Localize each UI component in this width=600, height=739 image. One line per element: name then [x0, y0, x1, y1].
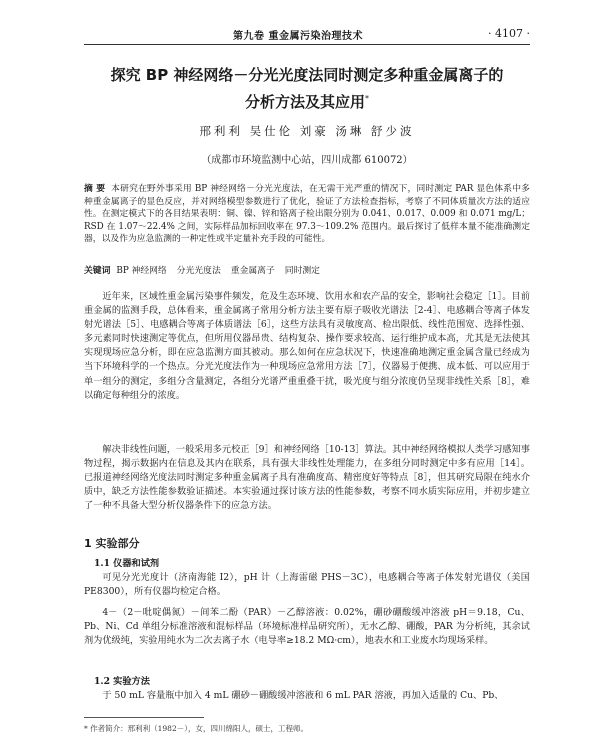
affiliation: （成都市环境监测中心站，四川成都 610072）	[201, 155, 413, 166]
abstract-label: 摘 要	[84, 184, 106, 194]
keywords-label: 关键词	[84, 266, 111, 276]
header-rule	[84, 44, 530, 45]
abstract-text: 本研究在野外事采用 BP 神经网络－分光光度法，在无需干光严重的情况下，同时测定 PAR 显色体系中多种重金属离子的显色反应，并对网络模型参数进行了优化，验证了方法检查指标，考察了不同体质量次方法的适应性。在测定模式下的各目结果表明：铜、镍、锌和铬离子检出限分别为 0.041、0.017、0.009 和 0.071 mg/L；RSD 在 1.07～22.4% 之间，实际样品加标回收率在 97.3～109.2% 范围内。最后探讨了低样本量不能准确测定器，以及作为应急监测的一种定性或半定量补充手段的可能性。	[84, 184, 530, 244]
keyword: BP 神经网络	[116, 266, 167, 276]
keywords	[84, 265, 530, 278]
title-line-1: 探究 BP 神经网络－分光光度法同时测定多种重金属离子的	[110, 66, 504, 84]
title-line-2	[84, 88, 530, 113]
footnote-rule	[84, 717, 204, 718]
abstract	[84, 183, 530, 246]
keyword: 重金属离子	[230, 266, 275, 276]
intro-paragraph-1: 近年来，区域性重金属污染事件频发，危及生态环境、饮用水和农产品的安全，影响社会稳定［1］。目前重金属的监测手段，总体看来，重金属离子常用分析方法主要有原子吸收光谱法［2-4］、电感耦合等离子体发射光谱法［5］、电感耦合等离子体质谱法［6］，这些方法具有灵敏度高、检出限低、线性范围宽、选择性强、多元素同时快速测定等优点，但所用仪器昂贵、结构复杂、操作要求较高、运行维护成本高，尤其是无法使其实现现场应急分析，即在应急监测方面其被动。那么如何在应急状况下，快速准确地测定重金属含量已经成为当下环境科学的一个热点。分光光度法作为一种现场应急常用方法［7］，仪器易于便携、成本低、可以应用于单一组分的测定，多组分含量测定，各组分光谱严重重叠干扰，吸光度与组分浓度仍呈现非线性关系［8］，难以确定每种组分的浓度。	[84, 291, 530, 401]
subsection-heading-instruments: 1.1 仪器和试剂	[94, 558, 160, 569]
journal-header: 第九卷 重金属污染治理技术	[233, 31, 363, 42]
instruments-paragraph: 可见分光光度计（济南海能 I2），pH 计（上海雷磁 PHS－3C），电感耦合等离子体发射光谱仪（美国 PE8300），所有仪器均检定合格。	[84, 572, 530, 598]
author-list: 邢利利 吴仕伦 刘豪 汤琳 舒少波	[199, 124, 415, 138]
subsection-heading-method: 1.2 实验方法	[94, 676, 150, 687]
title-note-mark: *	[365, 94, 369, 103]
title-line-2-text: 分析方法及其应用	[244, 93, 365, 111]
author-footnote: * 作者简介：邢利利（1982－），女，四川绵阳人，硕士，工程师。	[84, 724, 308, 733]
page-number: · 4107 ·	[488, 27, 530, 40]
keyword: 同时测定	[284, 266, 320, 276]
section-heading-experimental: 1 实验部分	[84, 537, 140, 550]
keyword: 分光光度法	[176, 266, 221, 276]
intro-paragraph-2: 解决非线性问题，一般采用多元校正［9］和神经网络［10-13］算法。其中神经网络模拟人类学习感知事物过程，揭示数据内在信息及其内在联系，具有强大非线性处理能力，在多组分同时测定中多有应用［14］。已报道神经网络光度法同时测定多种重金属离子具有准确度高、精密度好等特点［8］，但其研究局限在纯水介质中，缺乏方法性能参数验证描述。本实验通过探讨该方法的性能参数，考察不同水质实际应用，并初步建立了一种不具备大型分析仪器条件下的应急方法。	[84, 444, 530, 512]
reagents-paragraph: 4－（2－吡啶偶氮）－间苯二酚（PAR）－乙醇溶液：0.02%，硼砂硼酸缓冲溶液 pH＝9.18，Cu、Pb、Ni、Cd 单组分标准溶液和混标样品（环境标准样品研究所），无水乙醇、硼酸，PAR 为分析纯，其余试剂为优级纯，实验用纯水为二次去离子水（电导率≥18.2 MΩ·cm），地表水和工业废水均现场采样。	[84, 607, 530, 647]
method-paragraph: 于 50 mL 容量瓶中加入 4 mL 硼砂－硼酸缓冲溶液和 6 mL PAR 溶液，再加入适量的 Cu、Pb、	[102, 690, 504, 701]
